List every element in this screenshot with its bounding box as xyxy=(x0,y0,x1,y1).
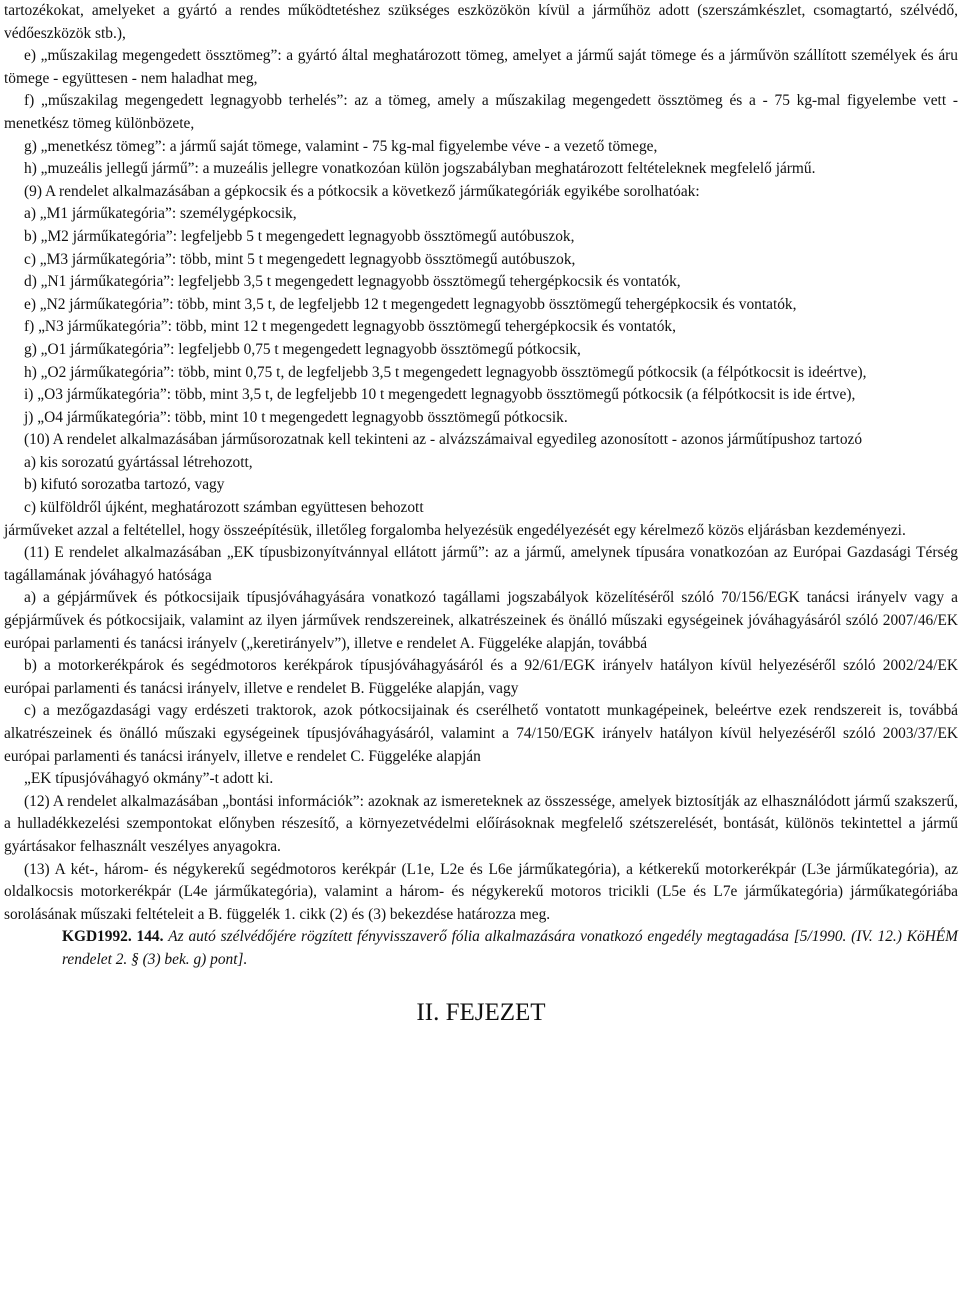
section-10-conclusion: járműveket azzal a feltétellel, hogy összeépítésük, illetőleg forgalomba helyezésük engedélyezését egy kérelmező közös eljárásban kezdeményezi. xyxy=(4,521,906,539)
category-o2: h) „O2 járműkategória”: több, mint 0,75 t, de legfeljebb 3,5 t megengedett legnagyobb össztömegű pótkocsik (a félpótkocsit is ideértve), xyxy=(24,363,867,381)
section-10-item-c: c) külföldről újként, meghatározott számban együttesen behozott xyxy=(24,499,424,517)
section-9-intro: (9) A rendelet alkalmazásában a gépkocsik és a pótkocsik a következő járműkategóriák egyikébe sorolhatóak: xyxy=(24,182,700,200)
definition-g-menetkesz: g) „menetkész tömeg”: a jármű saját tömege, valamint - 75 kg-mal figyelembe véve - a vezető tömege, xyxy=(24,137,658,155)
category-m2: b) „M2 járműkategória”: legfeljebb 5 t megengedett legnagyobb össztömegű autóbuszok, xyxy=(24,227,575,245)
definition-f-terheles: f) „műszakilag megengedett legnagyobb terhelés”: az a tömeg, amely a műszakilag megengedett össztömeg és a - 75 kg-mal figyelembe vett - menetkész tömeg különbözete, xyxy=(4,92,958,132)
category-m3: c) „M3 járműkategória”: több, mint 5 t megengedett legnagyobb össztömegű autóbuszok, xyxy=(24,250,576,268)
section-10-item-a: a) kis sorozatú gyártással létrehozott, xyxy=(24,453,253,471)
section-11-item-a: a) a gépjárművek és pótkocsijaik típusjóváhagyására vonatkozó tagállami jogszabályok közelítéséről szóló 70/156/EGK tanácsi irányelv vagy a gépjárművek és pótkocsijaik, valamint az ilyen járművek rendszereinek, alkatrészeinek és önálló műszaki egységeinek jóváhagyásáról szóló 2007/46/EK európai parlamenti és tanácsi irányelv („keretirányelv”), illetve e rendelet A. Függeléke alapján, továbbá xyxy=(4,589,958,652)
chapter-heading: II. FEJEZET xyxy=(416,998,546,1026)
case-law-id: KGD1992. 144. xyxy=(62,928,164,946)
section-11-intro: (11) E rendelet alkalmazásában „EK típusbizonyítvánnyal ellátott jármű”: az a jármű, amelynek típusára vonatkozóan az Európai Gazdasági Térség tagállamának jóváhagyó hatósága xyxy=(4,544,958,584)
section-12: (12) A rendelet alkalmazásában „bontási információk”: azoknak az ismereteknek az összessége, amelyek biztosítják az elhasználódott jármű szakszerű, a hulladékkezelési szempontokat előnyben részesítő, a környezetvédelmi előírásoknak megfelelő szétszerelését, bontását, különös tekintettel a jármű gyártásakor felhasznált veszélyes anyagokra. xyxy=(4,792,958,855)
section-11-item-c: c) a mezőgazdasági vagy erdészeti traktorok, azok pótkocsijainak és cserélhető vontatott munkagépeinek, beleértve ezek rendszereit is, továbbá alkatrészeinek és önálló műszaki egységeinek típusjóváhagyásáról, valamint a 74/150/EGK irányelv hatályon kívül helyezéséről szóló 2003/37/EK európai parlamenti és tanácsi irányelv, illetve e rendelet C. Függeléke alapján xyxy=(4,702,958,765)
definition-h-muzealis: h) „muzeális jellegű jármű”: a muzeális jellegre vonatkozóan külön jogszabályban meghatározott feltételeknek megfelelő jármű. xyxy=(24,160,816,178)
section-11-item-b: b) a motorkerékpárok és segédmotoros kerékpárok típusjóváhagyásáról és a 92/61/EGK irányelv hatályon kívül helyezéséről szóló 2002/24/EK európai parlamenti és tanácsi irányelv, illetve e rendelet B. Függeléke alapján, vagy xyxy=(4,657,958,697)
category-n3: f) „N3 járműkategória”: több, mint 12 t megengedett legnagyobb össztömegű tehergépkocsik és vontatók, xyxy=(24,318,676,336)
paragraph-continuation: tartozékokat, amelyeket a gyártó a rendes működtetéshez szükséges eszközökön kívül a járműhöz adott (szerszámkészlet, csomagtartó, szélvédő, védőeszközök stb.), xyxy=(4,2,958,42)
category-o4: j) „O4 járműkategória”: több, mint 10 t megengedett legnagyobb össztömegű pótkocsik. xyxy=(24,408,568,426)
section-11-conclusion: „EK típusjóváhagyó okmány”-t adott ki. xyxy=(24,770,274,788)
section-10-item-b: b) kifutó sorozatba tartozó, vagy xyxy=(24,476,225,494)
section-10-intro: (10) A rendelet alkalmazásában járműsorozatnak kell tekinteni az - alvázszámaival egyedileg azonosított - azonos járműtípushoz tartozó xyxy=(24,431,863,449)
case-law-reference xyxy=(62,926,958,971)
category-o1: g) „O1 járműkategória”: legfeljebb 0,75 t megengedett legnagyobb össztömegű pótkocsik, xyxy=(24,340,581,358)
category-m1: a) „M1 járműkategória”: személygépkocsik, xyxy=(24,205,297,223)
category-n2: e) „N2 járműkategória”: több, mint 3,5 t, de legfeljebb 12 t megengedett legnagyobb össztömegű tehergépkocsik és vontatók, xyxy=(24,295,797,313)
category-n1: d) „N1 járműkategória”: legfeljebb 3,5 t megengedett legnagyobb össztömegű tehergépkocsik és vontatók, xyxy=(24,273,681,291)
category-o3: i) „O3 járműkategória”: több, mint 3,5 t, de legfeljebb 10 t megengedett legnagyobb össztömegű pótkocsik (a félpótkocsit is ide értve), xyxy=(24,386,856,404)
section-13: (13) A két-, három- és négykerekű segédmotoros kerékpár (L1e, L2e és L6e járműkategória), a kétkerekű motorkerékpár (L3e járműkategória), az oldalkocsis motorkerékpár (L4e járműkategória), valamint a három- és négykerekű motoros tricikli (L5e és L7e járműkategória) járműkategóriába sorolásának műszaki feltételeit a B. függelék 1. cikk (2) és (3) bekezdése határozza meg. xyxy=(4,860,958,923)
case-law-text: Az autó szélvédőjére rögzített fényvisszaverő fólia alkalmazására vonatkozó engedély megtagadása [5/1990. (IV. 12.) KöHÉM rendelet 2. § (3) bek. g) pont]. xyxy=(62,928,958,968)
definition-e-osszetomeg: e) „műszakilag megengedett össztömeg”: a gyártó által meghatározott tömeg, amelyet a jármű saját tömege és a járművön szállított személyek és áru tömege - együttesen - nem haladhat meg, xyxy=(4,47,958,87)
